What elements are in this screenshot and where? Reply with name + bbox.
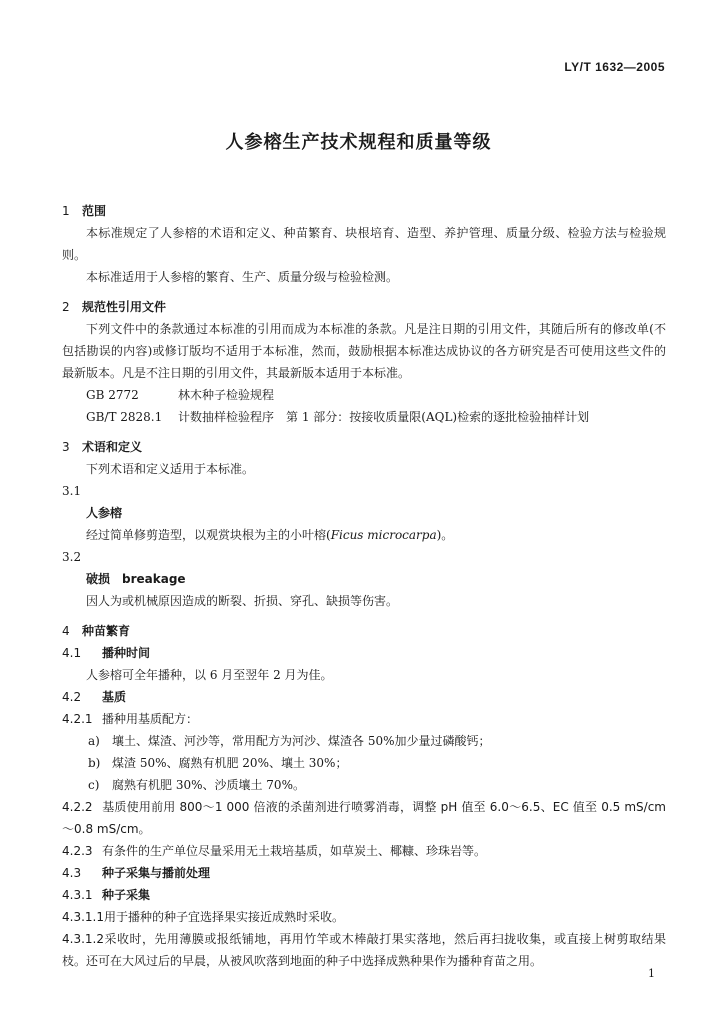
definition-text: 经过简单修剪造型，以观赏块根为主的小叶榕( [86,528,331,542]
clause-number: 4.2 [62,690,82,704]
section-4-heading [62,620,666,642]
definition-text: )。 [436,528,454,542]
standard-number: LY/T 1632—2005 [564,60,665,74]
document-title: 人参榕生产技术规程和质量等级 [225,132,492,153]
clause-text: 采收时，先用薄膜或报纸铺地，再用竹竿或木棒敲打果实落地，然后再扫拢收集，或直接上树剪取结果枝。还可在大风过后的早晨，从被风吹落到地面的种子中选择成熟种果作为播种育苗之用。 [62,932,666,968]
paragraph: 下列术语和定义适用于本标准。 [86,462,255,476]
clause-title: 种子采集与播前处理 [102,866,211,880]
clause-number: 4.3 [62,866,82,880]
clause-4-1 [62,642,666,664]
term-definition: 因人为或机械原因造成的断裂、折损、穿孔、缺损等伤害。 [86,594,399,608]
clause-title: 播种用基质配方： [102,712,199,726]
clause-4-2-2 [62,796,666,840]
section-title: 种苗繁育 [82,624,131,638]
section-title: 术语和定义 [82,440,143,454]
section-title: 规范性引用文件 [82,300,167,314]
list-marker: c) [88,778,100,792]
term-number: 3.2 [62,550,82,564]
page-number: 1 [648,967,655,980]
section-number: 3 [62,440,70,454]
clause-number: 4.2.1 [62,712,93,726]
section-number: 2 [62,300,70,314]
clause-4-3-1 [62,884,666,906]
term-number: 3.1 [62,484,82,498]
clause-title: 播种时间 [102,646,151,660]
clause-number: 4.3.1.1 [62,910,104,924]
clause-number: 4.2.2 [62,800,93,814]
document-body [62,192,666,972]
paragraph: 本标准适用于人参榕的繁育、生产、质量分级与检验检测。 [86,270,399,284]
section-2-heading [62,296,666,318]
section-number: 1 [62,204,70,218]
paragraph: 本标准规定了人参榕的术语和定义、种苗繁育、块根培育、造型、养护管理、质量分级、检验方法与检验规则。 [62,226,666,262]
list-item [62,730,666,752]
clause-4-2-1 [62,708,666,730]
reference-item [62,406,666,428]
section-number: 4 [62,624,70,638]
clause-text: 基质使用前用 800～1 000 倍液的杀菌剂进行喷雾消毒，调整 pH 值至 6.0～6.5、EC 值至 0.5 mS/cm～0.8 mS/cm。 [62,800,666,836]
list-text: 腐熟有机肥 30%、沙质壤土 70%。 [112,778,305,792]
clause-title: 基质 [102,690,127,704]
clause-text: 用于播种的种子宜选择果实接近成熟时采收。 [103,910,344,924]
clause-number: 4.3.1 [62,888,93,902]
clause-number: 4.2.3 [62,844,93,858]
section-1-heading [62,200,666,222]
reference-title: 计数抽样检验程序 第 1 部分：按接收质量限(AQL)检索的逐批检验抽样计划 [178,410,590,424]
reference-title: 林木种子检验规程 [178,388,275,402]
list-marker: b) [88,756,101,770]
clause-4-3-1-2 [62,928,666,972]
list-marker: a) [88,734,100,748]
list-item [62,752,666,774]
clause-4-3-1-1 [62,906,666,928]
latin-name: Ficus microcarpa [330,528,437,542]
clause-number: 4.1 [62,646,82,660]
clause-title: 种子采集 [102,888,151,902]
list-item [62,774,666,796]
reference-item [62,384,666,406]
clause-4-2 [62,686,666,708]
clause-4-2-3 [62,840,666,862]
list-text: 煤渣 50%、腐熟有机肥 20%、壤土 30%； [112,756,348,770]
paragraph: 人参榕可全年播种，以 6 月至翌年 2 月为佳。 [86,668,333,682]
section-title: 范围 [82,204,107,218]
section-3-heading [62,436,666,458]
term-name: 人参榕 [86,506,123,520]
clause-text: 有条件的生产单位尽量采用无土栽培基质，如草炭土、椰糠、珍珠岩等。 [102,844,487,858]
paragraph: 下列文件中的条款通过本标准的引用而成为本标准的条款。凡是注日期的引用文件，其随后所有的修改单(不包括勘误的内容)或修订版均不适用于本标准，然而，鼓励根据本标准达成协议的各方研究是否可使用这些文件的最新版本。凡是不注日期的引用文件，其最新版本适用于本标准。 [62,322,666,380]
clause-4-3 [62,862,666,884]
reference-code: GB/T 2828.1 [86,410,163,424]
term-name: 破损 breakage [86,572,186,586]
clause-number: 4.3.1.2 [62,932,104,946]
list-text: 壤土、煤渣、河沙等，常用配方为河沙、煤渣各 50%加少量过磷酸钙； [112,734,491,748]
reference-code: GB 2772 [86,388,139,402]
term-definition [62,524,666,546]
